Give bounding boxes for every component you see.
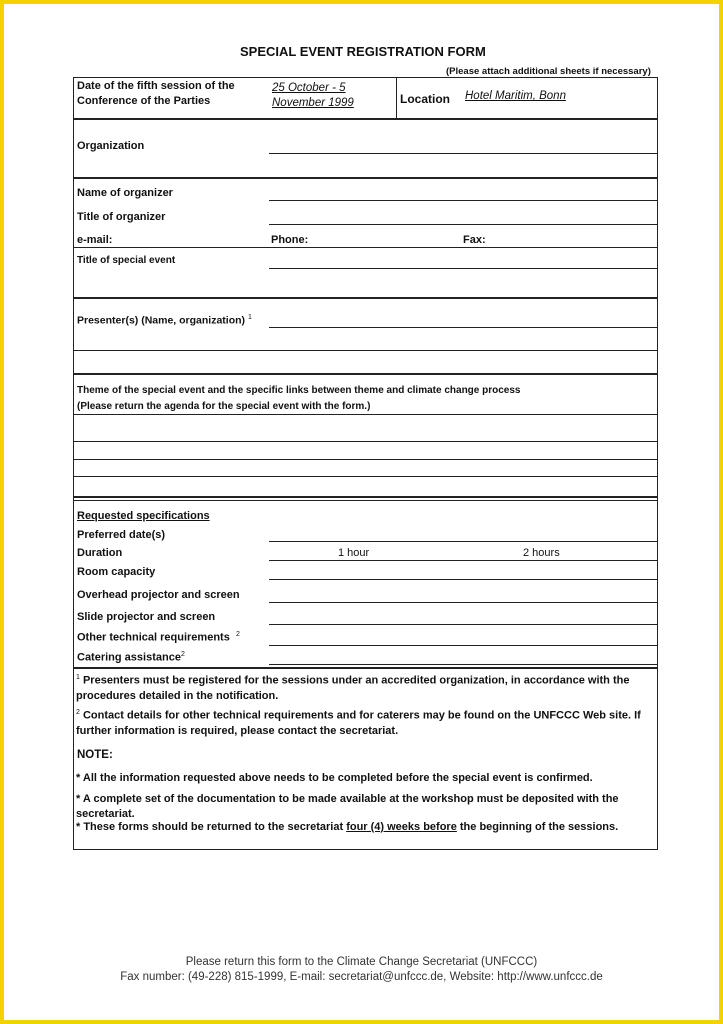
- row-rule: [73, 118, 658, 120]
- footnote-ref: 2: [180, 651, 185, 658]
- footnote-2: [76, 705, 656, 739]
- note-heading: NOTE:: [77, 749, 113, 761]
- organization-label: Organization: [77, 140, 145, 152]
- other-tech-label: [77, 631, 240, 644]
- row-rule: [73, 500, 658, 501]
- duration-option-2[interactable]: 2 hours: [523, 547, 560, 559]
- organizer-title-field[interactable]: [269, 224, 658, 225]
- event-title-label: Title of special event: [77, 255, 176, 266]
- theme-field-3[interactable]: [73, 459, 658, 460]
- organizer-title-label: Title of organizer: [77, 211, 166, 223]
- preferred-dates-field[interactable]: [269, 541, 658, 542]
- duration-field: [269, 560, 658, 561]
- fax-label: Fax:: [463, 234, 486, 246]
- row-rule: [73, 373, 658, 375]
- note-bullet-3: [76, 820, 656, 835]
- date-label-1: Date of the fifth session of the: [77, 80, 235, 92]
- date-value-1[interactable]: 25 October - 5: [272, 82, 346, 94]
- row-rule: [73, 667, 658, 669]
- duration-label: Duration: [77, 547, 123, 559]
- presenters-label: [77, 314, 252, 327]
- slide-label: Slide projector and screen: [77, 611, 216, 623]
- note-bullet-3-post: the beginning of the sessions.: [456, 821, 619, 833]
- catering-field[interactable]: [269, 664, 658, 665]
- duration-option-1[interactable]: 1 hour: [338, 547, 370, 559]
- footnote-mark: 2: [76, 709, 80, 716]
- presenters-field[interactable]: [269, 327, 658, 328]
- attach-note: (Please attach additional sheets if necessary): [446, 66, 651, 77]
- overhead-label: Overhead projector and screen: [77, 589, 240, 601]
- footer-line-2: Fax number: (49-228) 815-1999, E-mail: secretariat@unfccc.de, Website: http://www.unfccc.de: [120, 971, 603, 983]
- row-rule: [73, 177, 658, 179]
- phone-label: Phone:: [271, 234, 309, 246]
- form-title: SPECIAL EVENT REGISTRATION FORM: [240, 44, 486, 59]
- row-rule: [73, 247, 658, 248]
- date-label-2: Conference of the Parties: [77, 95, 211, 107]
- location-divider: [396, 77, 397, 118]
- room-capacity-field[interactable]: [269, 579, 658, 580]
- note-bullet-2: * A complete set of the documentation to be made available at the workshop must be deposited with the secretariat.: [76, 793, 619, 820]
- other-tech-field[interactable]: [269, 645, 658, 646]
- event-title-field[interactable]: [269, 268, 658, 269]
- organizer-name-label: Name of organizer: [77, 187, 173, 199]
- table-top-rule: [73, 77, 658, 78]
- theme-field-4[interactable]: [73, 476, 658, 477]
- theme-field-2[interactable]: [73, 441, 658, 442]
- presenters-label-text: Presenter(s) (Name, organization): [77, 314, 246, 327]
- slide-field[interactable]: [269, 624, 658, 625]
- theme-field-1[interactable]: [73, 414, 658, 415]
- catering-label: [77, 651, 185, 664]
- location-label: Location: [400, 92, 450, 106]
- other-tech-label-text: Other technical requirements: [77, 631, 230, 644]
- footnote-ref: 2: [235, 631, 240, 638]
- footer-line-1: Please return this form to the Climate Change Secretariat (UNFCCC): [185, 956, 538, 968]
- row-rule: [73, 297, 658, 299]
- footnote-mark: 1: [76, 674, 80, 681]
- presenters-field-2[interactable]: [73, 350, 658, 351]
- theme-label-1: Theme of the special event and the specific links between theme and climate change process: [77, 385, 521, 396]
- table-bottom-rule: [73, 849, 658, 850]
- note-bullet-1: * All the information requested above needs to be completed before the special event is confirmed.: [76, 772, 593, 784]
- organization-field[interactable]: [269, 153, 658, 154]
- table-left-rule: [73, 77, 74, 850]
- date-value-2[interactable]: November 1999: [272, 97, 354, 109]
- footnote-1-text: Presenters must be registered for the sessions under an accredited organization, in accordance with the procedures detailed in the notification.: [76, 674, 630, 702]
- footnote-ref: 1: [247, 314, 252, 321]
- footnote-2-text: Contact details for other technical requirements and for caterers may be found on the UNFCCC Web site. If further information is required, please contact the secretariat.: [76, 709, 641, 737]
- table-right-rule: [657, 77, 658, 850]
- email-label: e-mail:: [77, 234, 113, 246]
- theme-label-2: (Please return the agenda for the special event with the form.): [77, 401, 371, 412]
- preferred-dates-label: Preferred date(s): [77, 529, 166, 541]
- footnote-1: [76, 670, 656, 704]
- note-bullet-3-deadline: four (4) weeks before: [346, 821, 457, 833]
- row-rule: [73, 496, 658, 498]
- organizer-name-field[interactable]: [269, 200, 658, 201]
- spec-heading: Requested specifications: [77, 510, 210, 522]
- overhead-field[interactable]: [269, 602, 658, 603]
- room-capacity-label: Room capacity: [77, 566, 156, 578]
- note-bullet-3-pre: * These forms should be returned to the secretariat: [76, 821, 347, 833]
- location-value[interactable]: Hotel Maritim, Bonn: [465, 90, 566, 102]
- catering-label-text: Catering assistance: [77, 651, 181, 664]
